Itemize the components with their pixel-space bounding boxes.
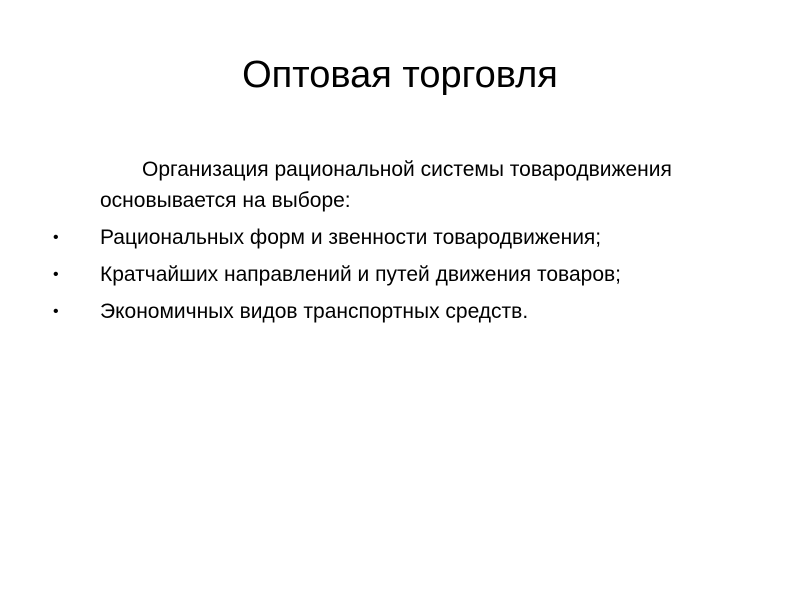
bullet-marker: • xyxy=(53,266,59,283)
bullet-text: Рациональных форм и звенности товародвижения; xyxy=(100,226,602,249)
bullet-item xyxy=(50,259,770,290)
bullet-list xyxy=(50,222,770,327)
slide-body xyxy=(50,154,770,333)
intro-paragraph: Организация рациональной системы товародвижения основывается на выборе: xyxy=(100,158,672,212)
bullet-marker: • xyxy=(53,303,59,320)
slide-title: Оптовая торговля xyxy=(242,54,558,96)
bullet-text: Кратчайших направлений и путей движения товаров; xyxy=(100,263,621,286)
bullet-text: Экономичных видов транспортных средств. xyxy=(100,300,529,323)
bullet-item xyxy=(50,222,770,253)
bullet-item xyxy=(50,296,770,327)
bullet-marker: • xyxy=(53,229,59,246)
